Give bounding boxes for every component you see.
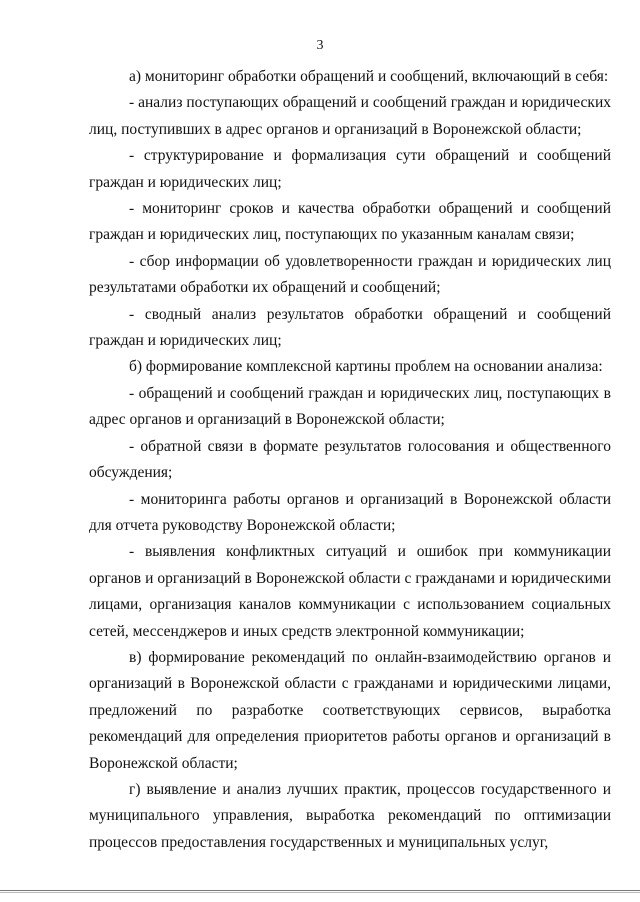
paragraph-b-item-work-monitoring: - мониторинга работы органов и организаций в Воронежской области для отчета руководству Воронежской области; (89, 490, 611, 534)
paragraph-a-intro: а) мониторинг обработки обращений и сообщений, включающий в себя: (129, 68, 609, 85)
bottom-scan-edge-shadow (0, 892, 640, 893)
paragraph-a-item-monitoring: - мониторинг сроков и качества обработки обращений и сообщений граждан и юридических лиц, поступающих по указанным каналам связи; (89, 200, 611, 244)
page-number: 3 (316, 38, 324, 53)
paragraph-b-item-appeals: - обращений и сообщений граждан и юридических лиц, поступающих в адрес органов и организаций в Воронежской области; (89, 384, 611, 429)
paragraph-c-recommendations: в) формирование рекомендаций по онлайн-взаимодействию органов и организаций в Воронежской области с гражданами и юридическими лицами, предложений по разработке соответствующих сервисов, выработка рекомендаций для определения приоритетов работы органов и организаций в Воронежской области; (89, 648, 611, 772)
paragraph-a-item-summary: - сводный анализ результатов обработки обращений и сообщений граждан и юридических лиц; (89, 305, 611, 350)
paragraph-a-item-structuring: - структурирование и формализация сути обращений и сообщений граждан и юридических лиц; (89, 147, 611, 191)
paragraph-a-item-analysis: - анализ поступающих обращений и сообщений граждан и юридических лиц, поступивших в адрес органов и организаций в Воронежской области; (89, 94, 611, 138)
paragraph-a-item-satisfaction: - сбор информации об удовлетворенности граждан и юридических лиц результатами обработки их обращений и сообщений; (89, 252, 611, 297)
paragraph-b-item-conflicts: - выявления конфликтных ситуаций и ошибок при коммуникации органов и организаций в Воронежской области с гражданами и юридическими лицами, организация каналов коммуникации с использованием социальных сетей, мессенджеров и иных средств электронной коммуникации; (89, 543, 611, 640)
paragraph-b-intro: б) формирование комплексной картины проблем на основании анализа: (129, 358, 603, 376)
paragraph-d-best-practices: г) выявление и анализ лучших практик, процессов государственного и муниципального управления, выработка рекомендаций по оптимизации процессов предоставления государственных и муниципальных услуг, (89, 780, 611, 851)
document-body (89, 64, 611, 856)
paragraph-b-item-feedback: - обратной связи в формате результатов голосования и общественного обсуждения; (89, 437, 611, 482)
bottom-scan-edge (0, 890, 640, 891)
